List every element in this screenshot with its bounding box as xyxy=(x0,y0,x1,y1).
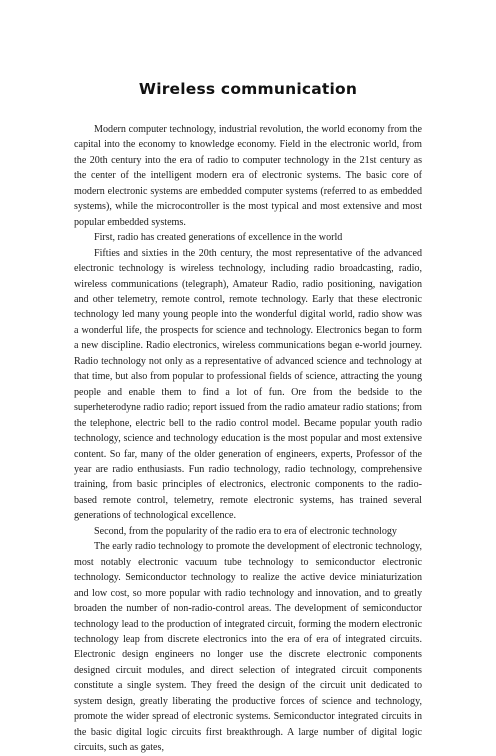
paragraph-intro: Modern computer technology, industrial revolution, the world economy from the capital into the economy to knowledge economy. Field in the electronic world, from the 20th century into the era of radio to computer technology in the 21st century as the center of the intelligent modern era of electronic systems. The basic core of modern electronic systems are embedded computer systems (referred to as embedded systems), while the microcontroller is the most typical and most extensive and most popular embedded systems. xyxy=(74,124,422,228)
document-title: Wireless communication xyxy=(138,80,358,98)
document-body xyxy=(74,122,422,754)
section-heading-second: Second, from the popularity of the radio era to era of electronic technology xyxy=(94,525,397,537)
paragraph-semiconductor: The early radio technology to promote the development of electronic technology, most notably electronic vacuum tube technology to semiconductor electronic technology. Semiconductor technology to realize the active device miniaturization and low cost, so more popular with radio technology and innovation, and to greatly broaden the number of non-radio-control areas. The development of semiconductor technology lead to the production of integrated circuit, forming the modern electronic technology leap from discrete electronics into the era of era of integrated circuits. Electronic design engineers no longer use the discrete electronic components designed circuit modules, and direct selection of integrated circuit components constitute a single system. They freed the design of the circuit unit dedicated to system design, greatly liberating the productive forces of science and technology, promote the wider spread of electronic systems. Semiconductor integrated circuits in the basic digital logic circuits first breakthrough. A large number of digital logic circuits, such as gates, xyxy=(74,541,422,754)
section-heading-first: First, radio has created generations of excellence in the world xyxy=(94,232,343,244)
paragraph-radio-era: Fifties and sixties in the 20th century, the most representative of the advanced electronic technology is wireless technology, including radio broadcasting, radio, wireless communications (telegraph), Amateur Radio, radio positioning, navigation and other telemetry, remote control, remote technology. Early that these electronic technology led many young people into the wonderful digital world, radio show was a wonderful life, the prospects for science and technology. Electronics began to form a new discipline. Radio electronics, wireless communications began e-world journey. Radio technology not only as a representative of advanced science and technology at that time, but also from popular to professional fields of science, attracting the young people and enable them to find a lot of fun. Ore from the bedside to the superheterodyne radio radio; report issued from the radio amateur radio stations; from the telephone, electric bell to the radio control model. Became popular youth radio technology, science and technology education is the most popular and most extensive content. So far, many of the older generation of engineers, experts, Professor of the year are radio enthusiasts. Fun radio technology, radio technology, comprehensive training, from basic principles of electronics, electronic components to the radio-based remote control, telemetry, remote electronic systems, has trained several generations of technological excellence. xyxy=(74,247,422,522)
